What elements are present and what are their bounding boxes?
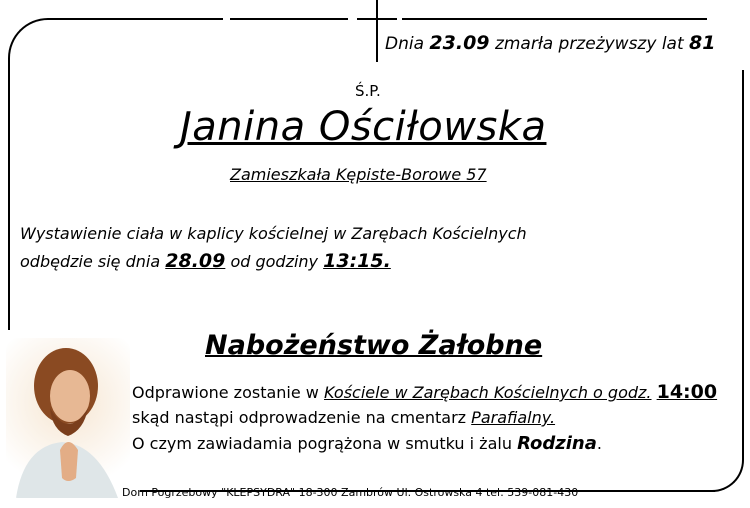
service-place: Kościele w Zarębach Kościelnych o godz. xyxy=(323,383,652,402)
address: Zamieszkała Kępiste-Borowe 57 xyxy=(230,165,487,184)
service-line-1-prefix: Odprawione zostanie w xyxy=(132,383,319,402)
service-line-2 xyxy=(132,408,555,427)
exposition-time: 13:15. xyxy=(323,250,391,272)
age: 81 xyxy=(689,32,716,54)
service-heading: Nabożeństwo Żałobne xyxy=(205,330,543,361)
service-line-3-prefix: O czym zawiadamia pogrążona w smutku i żalu xyxy=(132,434,512,453)
family: Rodzina xyxy=(517,433,597,454)
death-text: zmarła przeżywszy lat xyxy=(494,34,684,54)
cemetery: Parafialny. xyxy=(471,408,556,427)
top-rule-segment-3 xyxy=(402,18,707,20)
exposition-line-2 xyxy=(20,250,391,272)
exposition-line-1: Wystawienie ciała w kaplicy kościelnej w Zarębach Kościelnych xyxy=(20,224,527,243)
service-line-2-prefix: skąd nastąpi odprowadzenie na cmentarz xyxy=(132,408,467,427)
service-line-3 xyxy=(132,433,602,454)
top-rule-segment-2 xyxy=(230,18,348,20)
frame-right-corner xyxy=(712,70,744,492)
death-line xyxy=(385,32,716,54)
frame-left-corner xyxy=(8,18,50,330)
sp-label: Ś.P. xyxy=(355,82,381,100)
cross-icon-horizontal xyxy=(357,18,397,20)
exposition-prefix: odbędzie się dnia xyxy=(20,252,161,271)
exposition-mid: od godziny xyxy=(230,252,319,271)
exposition-date: 28.09 xyxy=(165,250,226,272)
service-line-1 xyxy=(132,381,717,403)
praying-jesus-portrait-icon xyxy=(6,338,130,498)
cross-icon-vertical xyxy=(376,0,378,62)
death-date: 23.09 xyxy=(429,32,490,54)
death-prefix: Dnia xyxy=(385,34,425,54)
top-rule-segment-1 xyxy=(48,18,223,20)
period: . xyxy=(596,434,602,453)
service-time: 14:00 xyxy=(656,381,718,403)
funeral-home-footer: Dom Pogrzebowy "KLEPSYDRA" 18-300 Zambrów Ul. Ostrowska 4 tel: 539-081-430 xyxy=(122,486,579,499)
deceased-name: Janina Ościłowska xyxy=(180,104,547,150)
